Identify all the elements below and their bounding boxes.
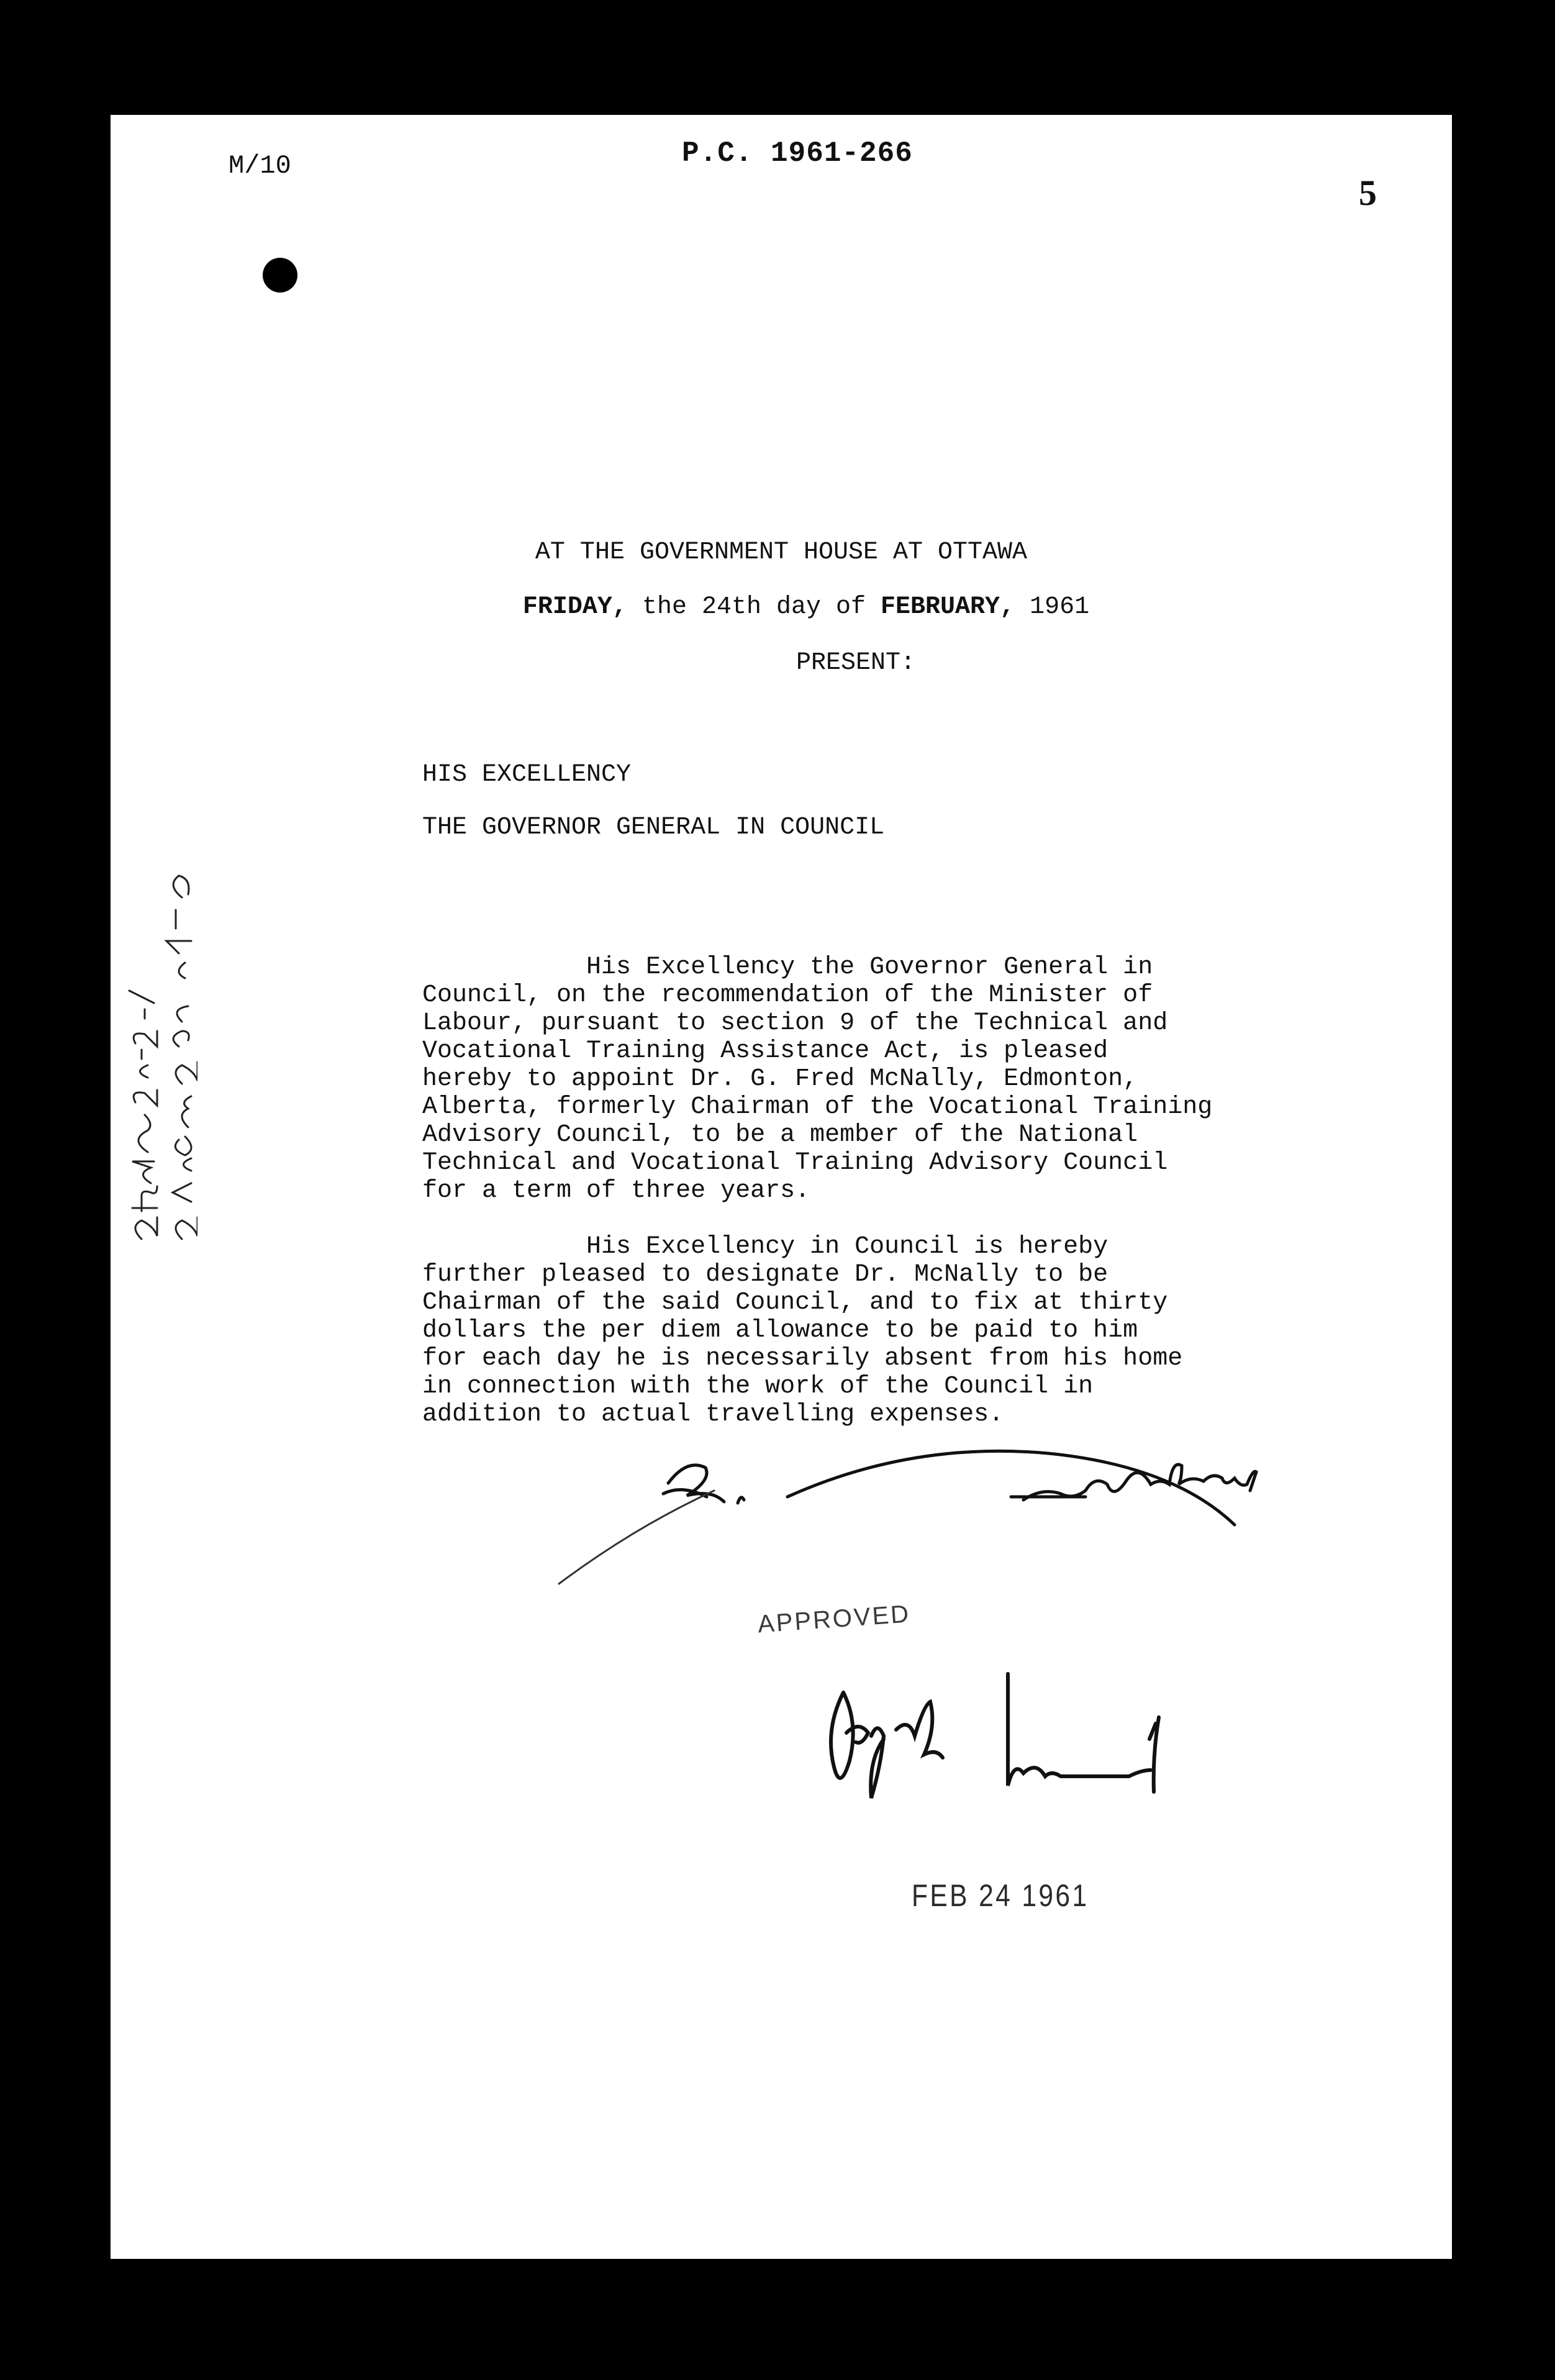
signature-tail-stroke — [559, 1491, 714, 1584]
present-heading: PRESENT: — [796, 649, 916, 677]
prime-minister-signature — [663, 1451, 1256, 1525]
place-heading: AT THE GOVERNMENT HOUSE AT OTTAWA — [535, 538, 1028, 566]
approved-stamp: APPROVED — [756, 1600, 912, 1638]
date-year: 1961 — [1015, 593, 1090, 621]
date-weekday: FRIDAY, — [522, 593, 627, 621]
date-month: FEBRUARY, — [881, 593, 1015, 621]
governor-general-signature — [831, 1674, 1159, 1798]
body-paragraph-2: His Excellency in Council is hereby further pleased to designate Dr. McNally to be Chairman of the said Council, and to fix at thirty dollars the per diem allowance to be paid to him for each day he is necessarily absent from his home in connection with the work of the Council in addition to actual travelling expenses. — [422, 1233, 1183, 1428]
approval-date-stamp: FEB 24 1961 — [912, 1878, 1089, 1913]
addressee-line-1: HIS EXCELLENCY — [422, 761, 632, 789]
date-middle: the 24th day of — [627, 593, 881, 621]
order-number: P.C. 1961-266 — [682, 137, 913, 170]
addressee-line-2: THE GOVERNOR GENERAL IN COUNCIL — [422, 814, 885, 842]
file-reference: M/10 — [229, 151, 291, 181]
signatures-layer — [111, 115, 1452, 2259]
body-paragraph-1: His Excellency the Governor General in Council, on the recommendation of the Minister of Labour, pursuant to section 9 of the Technical and Vocational Training Assistance Act, is pleased hereby to appoint Dr. G. Fred McNally, Edmonton, Alberta, formerly Chairman of the Vocational Training Advisory Council, to be a member of the National Technical and Vocational Training Advisory Council for a term of three years. — [422, 953, 1213, 1205]
document-page — [111, 115, 1452, 2259]
page-number: 5 — [1359, 173, 1377, 213]
